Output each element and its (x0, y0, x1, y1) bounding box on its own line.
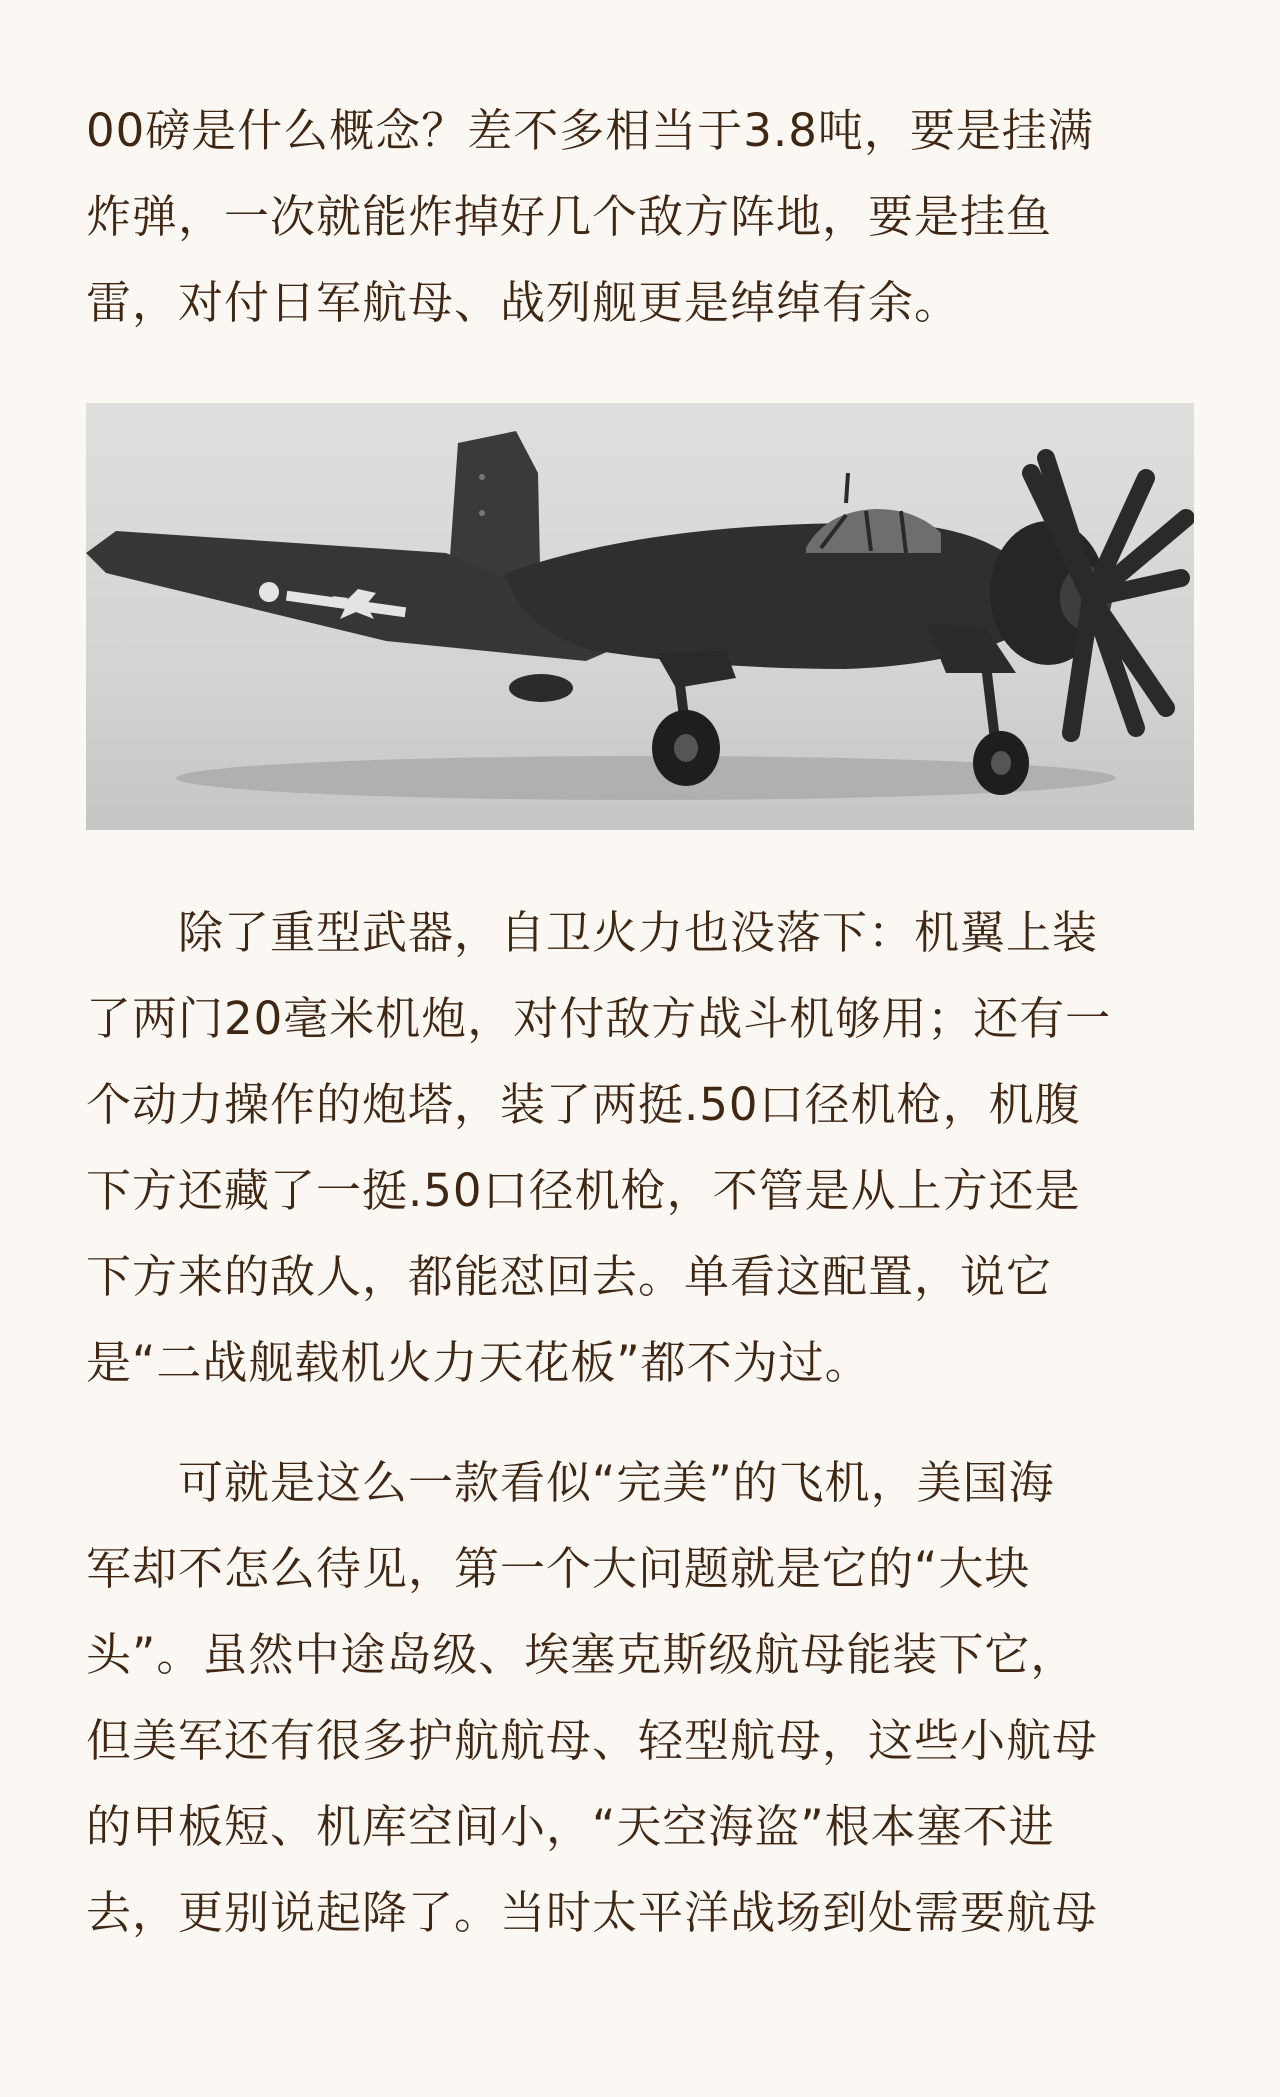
paragraph-line: 是“二战舰载机火力天花板”都不为过。 (86, 1336, 871, 1389)
paragraph-line: 但美军还有很多护航航母、轻型航母，这些小航母 (86, 1714, 1099, 1767)
paragraph-intro (86, 88, 1094, 346)
paragraph-size (86, 1440, 1098, 1956)
paragraph-line: 下方还藏了一挺.50口径机枪，不管是从上方还是 (86, 1164, 1081, 1217)
wheel-hub (991, 751, 1011, 775)
paragraph-weapons (86, 890, 1111, 1406)
aircraft-photo (86, 403, 1194, 830)
paragraph-line: 军却不怎么待见，第一个大问题就是它的“大块 (86, 1542, 1031, 1595)
paragraph-line: 可就是这么一款看似“完美”的飞机，美国海 (178, 1456, 1055, 1509)
paragraph-line: 00磅是什么概念？差不多相当于3.8吨，要是挂满 (86, 104, 1094, 157)
tail-marking (479, 510, 485, 516)
paragraph-line: 个动力操作的炮塔，装了两挺.50口径机枪，机腹 (86, 1078, 1081, 1131)
paragraph-line: 除了重型武器，自卫火力也没落下：机翼上装 (178, 906, 1099, 959)
tail-marking (479, 474, 485, 480)
paragraph-line: 去，更别说起降了。当时太平洋战场到处需要航母 (86, 1886, 1099, 1939)
antenna-mast (846, 473, 848, 503)
paragraph-line: 炸弹，一次就能炸掉好几个敌方阵地，要是挂鱼 (86, 190, 1053, 243)
paragraph-line: 雷，对付日军航母、战列舰更是绰绰有余。 (86, 276, 961, 329)
paragraph-line: 头”。虽然中途岛级、埃塞克斯级航母能装下它， (86, 1628, 1077, 1681)
paragraph-line: 下方来的敌人，都能怼回去。单看这配置，说它 (86, 1250, 1053, 1303)
wheel-hub (674, 734, 698, 762)
paragraph-line: 的甲板短、机库空间小，“天空海盗”根本塞不进 (86, 1800, 1055, 1853)
aircraft-image (86, 403, 1194, 830)
insignia-circle (259, 582, 279, 602)
drop-tank (509, 674, 573, 702)
paragraph-line: 了两门20毫米机炮，对付敌方战斗机够用；还有一 (86, 992, 1112, 1045)
